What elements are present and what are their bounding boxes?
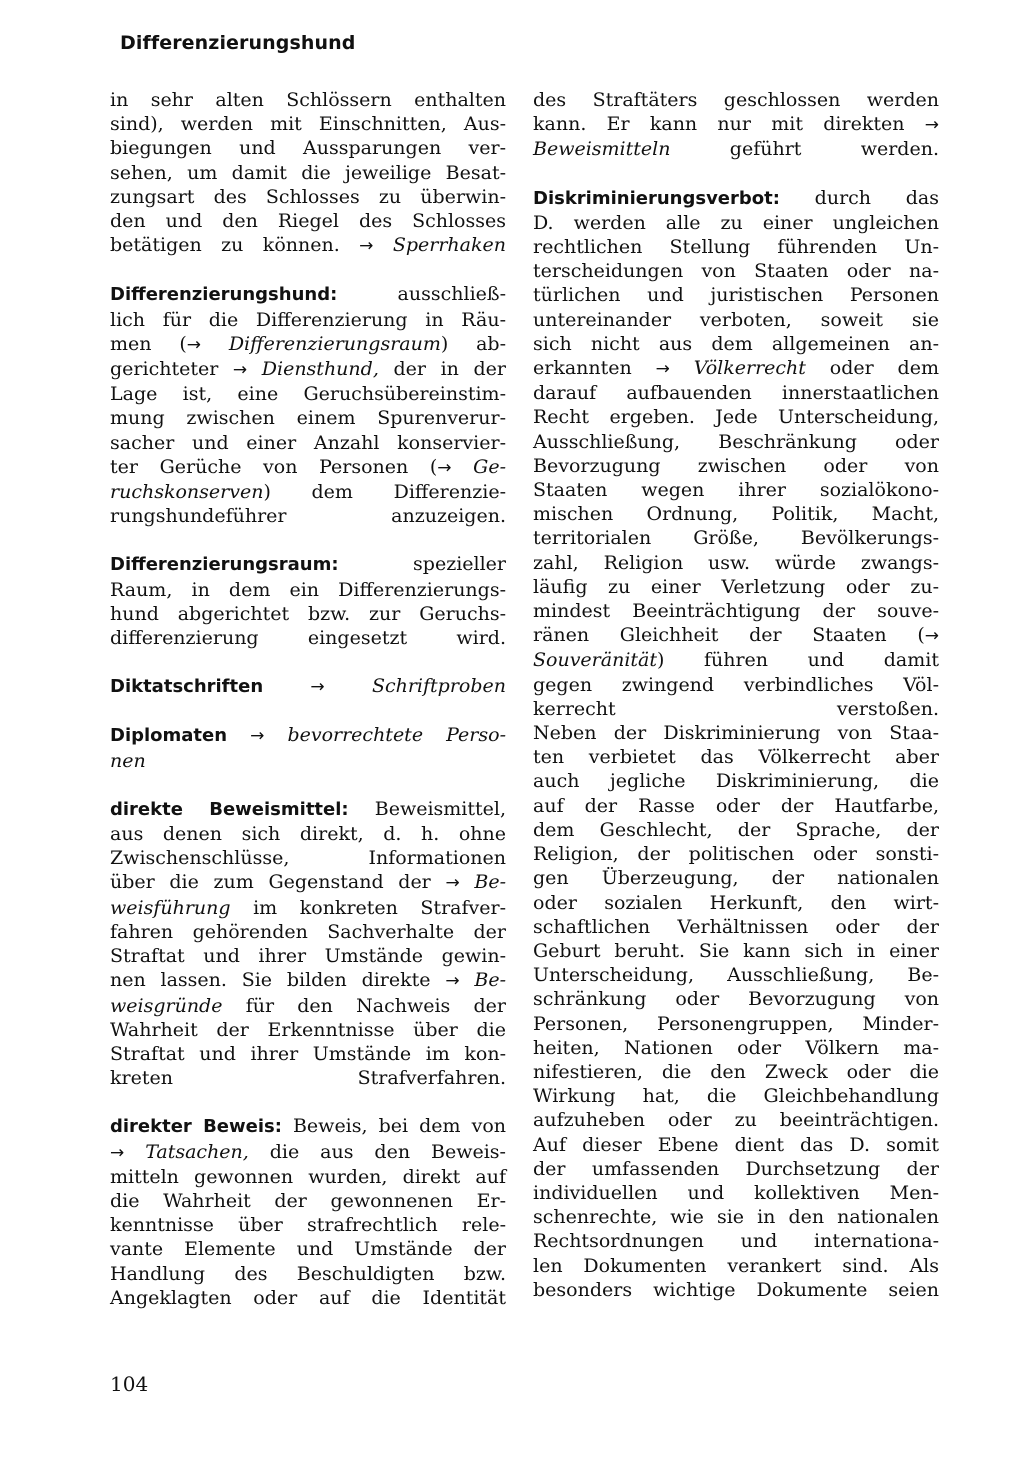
entry-diskriminierungsverbot (533, 186, 939, 1302)
text-line: Handlung des Beschuldigten bzw. (110, 1262, 506, 1285)
text-line: darauf aufbauenden innerstaatlichen (533, 382, 939, 405)
entry-differenzierungshund (110, 282, 506, 528)
text-line: Zwischenschlüsse, Informationen (110, 847, 506, 870)
text-line: terscheidungen von Staaten oder na- (533, 260, 939, 283)
text-line (533, 648, 939, 672)
text-line (533, 356, 939, 381)
text-line: hund abgerichtet bzw. zur Geruchs- (110, 602, 506, 625)
entry-term: direkte Beweismittel: (110, 798, 349, 820)
running-head: Differenzierungshund (120, 32, 356, 54)
text-line: läufig zu einer Verletzung oder zu- (533, 575, 939, 598)
text-fragment: spezieller (413, 553, 506, 576)
cross-reference[interactable]: Be- (474, 969, 507, 992)
text-fragment: erkannten (533, 357, 632, 380)
text-line: Geburt beruht. Sie kann sich in einer (533, 939, 939, 962)
text-line: der umfassenden Durchsetzung der (533, 1157, 939, 1180)
text-line: schenrechte, wie sie in den nationalen (533, 1206, 939, 1229)
text-line: vante Elemente und Umstände der (110, 1238, 506, 1261)
text-line: nifestieren, die den Zweck oder die (533, 1060, 939, 1083)
text-line (110, 1140, 506, 1165)
text-line: mitteln gewonnen wurden, direkt auf (110, 1165, 506, 1188)
text-line: Ausschließung, Beschränkung oder (533, 430, 939, 453)
cross-reference[interactable]: Völkerrecht (693, 357, 806, 380)
entry-term: Diktatschriften (110, 676, 264, 698)
text-line: Raum, in dem ein Differenzierungs- (110, 578, 506, 601)
text-line (110, 749, 506, 773)
text-line: gegen zwingend verbindliches Völ- (533, 673, 939, 696)
arrow-icon: → (310, 677, 325, 698)
text-line: lich für die Differenzierung in Räu- (110, 308, 506, 331)
cross-reference[interactable]: Souveränität (533, 649, 657, 672)
arrow-icon: → (924, 115, 939, 136)
text-fragment: ränen Gleichheit der Staaten ( (533, 624, 925, 647)
text-line: ten verbietet das Völkerrecht aber (533, 746, 939, 769)
text-line: rechtlichen Stellung führenden Un- (533, 236, 939, 259)
text-line: mischen Ordnung, Politik, Macht, (533, 503, 939, 526)
cross-reference[interactable]: nen (110, 749, 146, 772)
text-line: Unterscheidung, Ausschließung, Be- (533, 964, 939, 987)
cross-reference[interactable]: Beweismitteln (533, 138, 671, 161)
text-line: Bevorzugung zwischen oder von (533, 454, 939, 477)
text-line: oder sozialen Herkunft, den wirt- (533, 891, 939, 914)
text-line (110, 968, 506, 993)
cross-reference[interactable]: Schriftproben (371, 675, 507, 698)
text-line: Personen, Personengruppen, Minder- (533, 1012, 939, 1035)
entry-term: Differenzierungshund: (110, 284, 338, 306)
entry-term: direkter Beweis: (110, 1116, 282, 1138)
entry-diplomaten (110, 723, 506, 772)
text-line: untereinander verboten, soweit sie (533, 308, 939, 331)
text-line: sind), werden mit Einschnitten, Aus- (110, 113, 506, 136)
text-fragment: betätigen zu können. (110, 234, 340, 257)
cross-reference[interactable]: Ge- (473, 455, 506, 478)
text-fragment: im konkreten Strafver- (253, 896, 506, 919)
text-line: auch jegliche Diskriminierung, die (533, 770, 939, 793)
text-line: fahren gehörenden Sachverhalte der (110, 920, 506, 943)
text-line (110, 1114, 506, 1139)
text-line: schränkung oder Bevorzugung von (533, 988, 939, 1011)
text-line: kerrecht verstoßen. (533, 697, 939, 720)
text-line: rungshundeführer anzuzeigen. (110, 505, 506, 528)
text-line: Neben der Diskriminierung von Staa- (533, 722, 939, 745)
text-line: Lage ist, eine Geruchsübereinstim- (110, 383, 506, 406)
continuation-entry (533, 88, 939, 162)
text-line: sacher und einer Anzahl konservier- (110, 431, 506, 454)
text-line: territorialen Größe, Bevölkerungs- (533, 527, 939, 550)
text-line (533, 137, 939, 161)
text-line: besonders wichtige Dokumente seien (533, 1278, 939, 1301)
text-line: kenntnisse über strafrechtlich rele- (110, 1214, 506, 1237)
continuation-entry (110, 88, 506, 258)
cross-reference[interactable]: Tatsachen, (145, 1140, 249, 1163)
text-line: Straftat und ihrer Umstände im kon- (110, 1042, 506, 1065)
text-line: Auf dieser Ebene dient das D. somit (533, 1133, 939, 1156)
text-line: Straftat und ihrer Umstände gewin- (110, 945, 506, 968)
text-line: individuellen und kollektiven Men- (533, 1181, 939, 1204)
text-fragment: Beweismittel, (374, 797, 506, 820)
cross-reference[interactable]: Diensthund, (261, 358, 379, 381)
arrow-icon: → (445, 971, 460, 992)
text-line: Rechtsordnungen und internationa- (533, 1230, 939, 1253)
text-line: gen Überzeugung, der nationalen (533, 867, 939, 890)
page-number: 104 (110, 1372, 149, 1396)
text-fragment: kann. Er kann nur mit direkten (533, 113, 905, 136)
text-fragment: über die zum Gegenstand der (110, 871, 431, 894)
text-line (110, 674, 506, 699)
arrow-icon: → (110, 1142, 125, 1163)
text-line: schaftlichen Verhältnissen oder der (533, 915, 939, 938)
text-fragment: oder dem (829, 357, 939, 380)
text-line: Recht ergeben. Jede Unterscheidung, (533, 406, 939, 429)
text-line: die Wahrheit der gewonnenen Er- (110, 1189, 506, 1212)
text-line (110, 896, 506, 920)
text-line: auf der Rasse oder der Hautfarbe, (533, 794, 939, 817)
text-line: differenzierung eingesetzt wird. (110, 627, 506, 650)
text-line (110, 994, 506, 1018)
text-line: mindest Beeinträchtigung der souve- (533, 600, 939, 623)
text-fragment: geführt werden. (729, 138, 939, 161)
text-line (110, 480, 506, 504)
text-line (110, 357, 506, 382)
arrow-icon: → (437, 457, 452, 478)
text-line (110, 552, 506, 577)
text-line: Staaten wegen ihrer sozialökono- (533, 479, 939, 502)
text-line: des Straftäters geschlossen werden (533, 89, 939, 111)
text-line: D. werden alle zu einer ungleichen (533, 211, 939, 234)
text-line: zahl, Religion usw. würde zwangs- (533, 551, 939, 574)
text-fragment: ) ab- (440, 332, 506, 355)
text-line: aufzuheben oder zu beeinträchtigen. (533, 1109, 939, 1132)
arrow-icon: → (186, 334, 201, 355)
text-line (110, 282, 506, 307)
cross-reference[interactable]: Sperrhaken (392, 234, 506, 257)
text-fragment: ) dem Differenzie- (263, 481, 506, 504)
text-fragment: nen lassen. Sie bilden direkte (110, 969, 431, 992)
text-fragment: für den Nachweis der (245, 994, 506, 1017)
text-line (533, 623, 939, 648)
text-line: len Dokumenten verankert sind. Als (533, 1254, 939, 1277)
text-line (110, 233, 506, 258)
text-line (110, 455, 506, 480)
entry-diktatschriften (110, 674, 506, 699)
text-line: aus denen sich direkt, d. h. ohne (110, 823, 506, 846)
text-line: Angeklagten oder auf die Identität (110, 1286, 506, 1309)
text-line: zungsart des Schlosses zu überwin- (110, 185, 506, 208)
left-column (110, 88, 506, 1310)
text-line: kreten Strafverfahren. (110, 1067, 506, 1090)
text-fragment: ausschließ- (397, 283, 506, 306)
text-line: mung zwischen einem Spurenverur- (110, 407, 506, 430)
entry-differenzierungsraum (110, 552, 506, 650)
arrow-icon: → (924, 626, 939, 647)
text-fragment: die aus den Beweis- (269, 1140, 506, 1163)
right-column (533, 88, 939, 1302)
text-line: Wahrheit der Erkenntnisse über die (110, 1018, 506, 1041)
text-line (110, 870, 506, 895)
arrow-icon: → (359, 236, 374, 257)
arrow-icon: → (445, 873, 460, 894)
cross-reference[interactable]: weisgründe (110, 994, 223, 1017)
text-line (533, 112, 939, 137)
text-fragment: ) führen und damit (657, 649, 939, 672)
text-line: Religion, der politischen oder sonsti- (533, 843, 939, 866)
entry-term: Diskriminierungsverbot: (533, 187, 780, 209)
text-line (110, 797, 506, 822)
text-line: Wirkung hat, die Gleichbehandlung (533, 1085, 939, 1108)
entry-term: Differenzierungsraum: (110, 554, 339, 576)
text-line: sich nicht aus dem allgemeinen an- (533, 332, 939, 355)
text-line: sehen, um damit die jeweilige Besat- (110, 161, 506, 184)
text-line (110, 723, 506, 748)
text-line (533, 186, 939, 211)
entry-term: Diplomaten (110, 725, 228, 747)
text-line: in sehr alten Schlössern enthalten (110, 89, 506, 111)
text-fragment: der in der (393, 358, 506, 381)
text-fragment: Beweis, bei dem von (292, 1115, 506, 1138)
arrow-icon: → (232, 360, 248, 381)
text-line: dem Geschlecht, der Sprache, der (533, 818, 939, 841)
entry-direkter-beweis (110, 1114, 506, 1310)
text-line: den und den Riegel des Schlosses (110, 210, 506, 233)
cross-reference[interactable]: weisführung (110, 896, 231, 919)
text-fragment: durch das (814, 186, 939, 209)
entry-direkte-beweismittel (110, 797, 506, 1090)
arrow-icon: → (655, 359, 670, 380)
text-line: türlichen und juristischen Personen (533, 284, 939, 307)
text-line: heiten, Nationen oder Völkern ma- (533, 1036, 939, 1059)
cross-reference[interactable]: Differenzierungsraum (228, 332, 441, 355)
text-fragment: gerichteter (110, 358, 219, 381)
text-line: biegungen und Aussparungen ver- (110, 137, 506, 160)
text-line (110, 332, 506, 357)
cross-reference[interactable]: Be- (474, 871, 507, 894)
arrow-icon: → (250, 726, 265, 747)
text-fragment: ter Gerüche von Personen ( (110, 455, 438, 478)
text-fragment: men ( (110, 332, 187, 355)
cross-reference[interactable]: ruchskonserven (110, 481, 264, 504)
cross-reference[interactable]: bevorrechtete Perso- (287, 724, 506, 747)
